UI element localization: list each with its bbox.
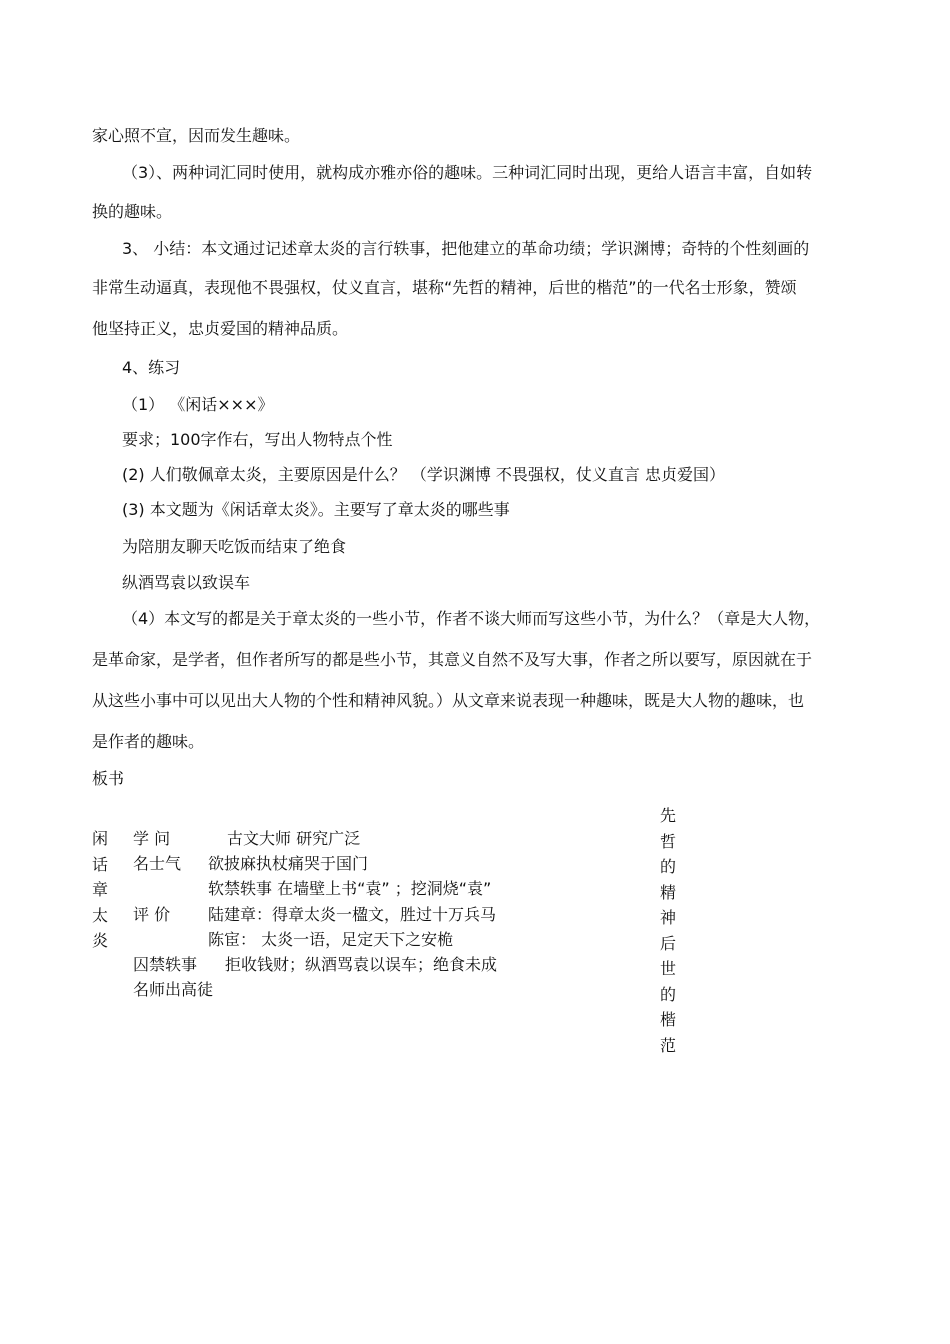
paragraph-line: 是革命家，是学者，但作者所写的都是些小节，其意义自然不及写大事，作者之所以要写，原因就在于 — [92, 650, 813, 669]
paragraph-line: 家心照不宣，因而发生趣味。 — [92, 126, 301, 145]
board-detail: 古文大师 研究广泛 — [227, 829, 361, 848]
paragraph-line: 他坚持正义，忠贞爱国的精神品质。 — [92, 319, 349, 338]
exercise-item: （4）本文写的都是关于章太炎的一些小节，作者不谈大师而写这些小节，为什么？（章是大人物， — [122, 609, 821, 628]
board-title: 板书 — [92, 769, 125, 788]
exercise-item: 为陪朋友聊天吃饭而结束了绝食 — [122, 537, 347, 556]
exercise-item: (3) 本文题为《闲话章太炎》。主要写了章太炎的哪些事 — [122, 500, 510, 519]
board-branch: 名师出高徒 — [133, 980, 214, 999]
board-detail: 陈宦： 太炎一语，足定天下之安桅 — [208, 930, 454, 949]
board-right-column: 先 哲 的 精 神 后 世 的 楷 范 — [660, 806, 677, 1055]
exercise-heading: 4、练习 — [122, 358, 181, 377]
paragraph-line: 从这些小事中可以见出大人物的个性和精神风貌。）从文章来说表现一种趣味，既是大人物的趣味，也 — [92, 691, 805, 710]
board-detail: 软禁轶事 在墙壁上书“袁” ；挖洞烧“袁” — [208, 879, 492, 898]
paragraph-line: 是作者的趣味。 — [92, 732, 205, 751]
board-branch: 名士气 — [133, 854, 182, 873]
board-branch: 囚禁轶事 — [133, 955, 198, 974]
board-branch: 学 问 — [133, 829, 171, 848]
paragraph-line: 换的趣味。 — [92, 202, 173, 221]
board-branch: 评 价 — [133, 905, 171, 924]
exercise-item: 纵酒骂袁以致误车 — [122, 573, 251, 592]
paragraph-line: 非常生动逼真，表现他不畏强权，仗义直言，堪称“先哲的精神，后世的楷范”的一代名士形象，赞颂 — [92, 278, 797, 297]
exercise-item: (2) 人们敬佩章太炎，主要原因是什么？ （学识渊博 不畏强权，仗义直言 忠贞爱国） — [122, 465, 726, 484]
exercise-item: （1） 《闲话×××》 — [122, 395, 274, 414]
board-detail: 拒收钱财；纵酒骂袁以误车；绝食未成 — [225, 955, 498, 974]
board-detail: 欲披麻执杖痛哭于国门 — [208, 854, 369, 873]
board-detail: 陆建章：得章太炎一楹文，胜过十万兵马 — [208, 905, 497, 924]
summary-heading-line: 3、 小结：本文通过记述章太炎的言行轶事，把他建立的革命功绩；学识渊博；奇特的个性刻画的 — [122, 239, 810, 258]
exercise-item: 要求；100字作右，写出人物特点个性 — [122, 430, 393, 449]
paragraph-line: （3）、两种词汇同时使用，就构成亦雅亦俗的趣味。三种词汇同时出现，更给人语言丰富，自如转 — [122, 163, 813, 182]
board-left-column: 闲 话 章 太 炎 — [92, 829, 109, 950]
